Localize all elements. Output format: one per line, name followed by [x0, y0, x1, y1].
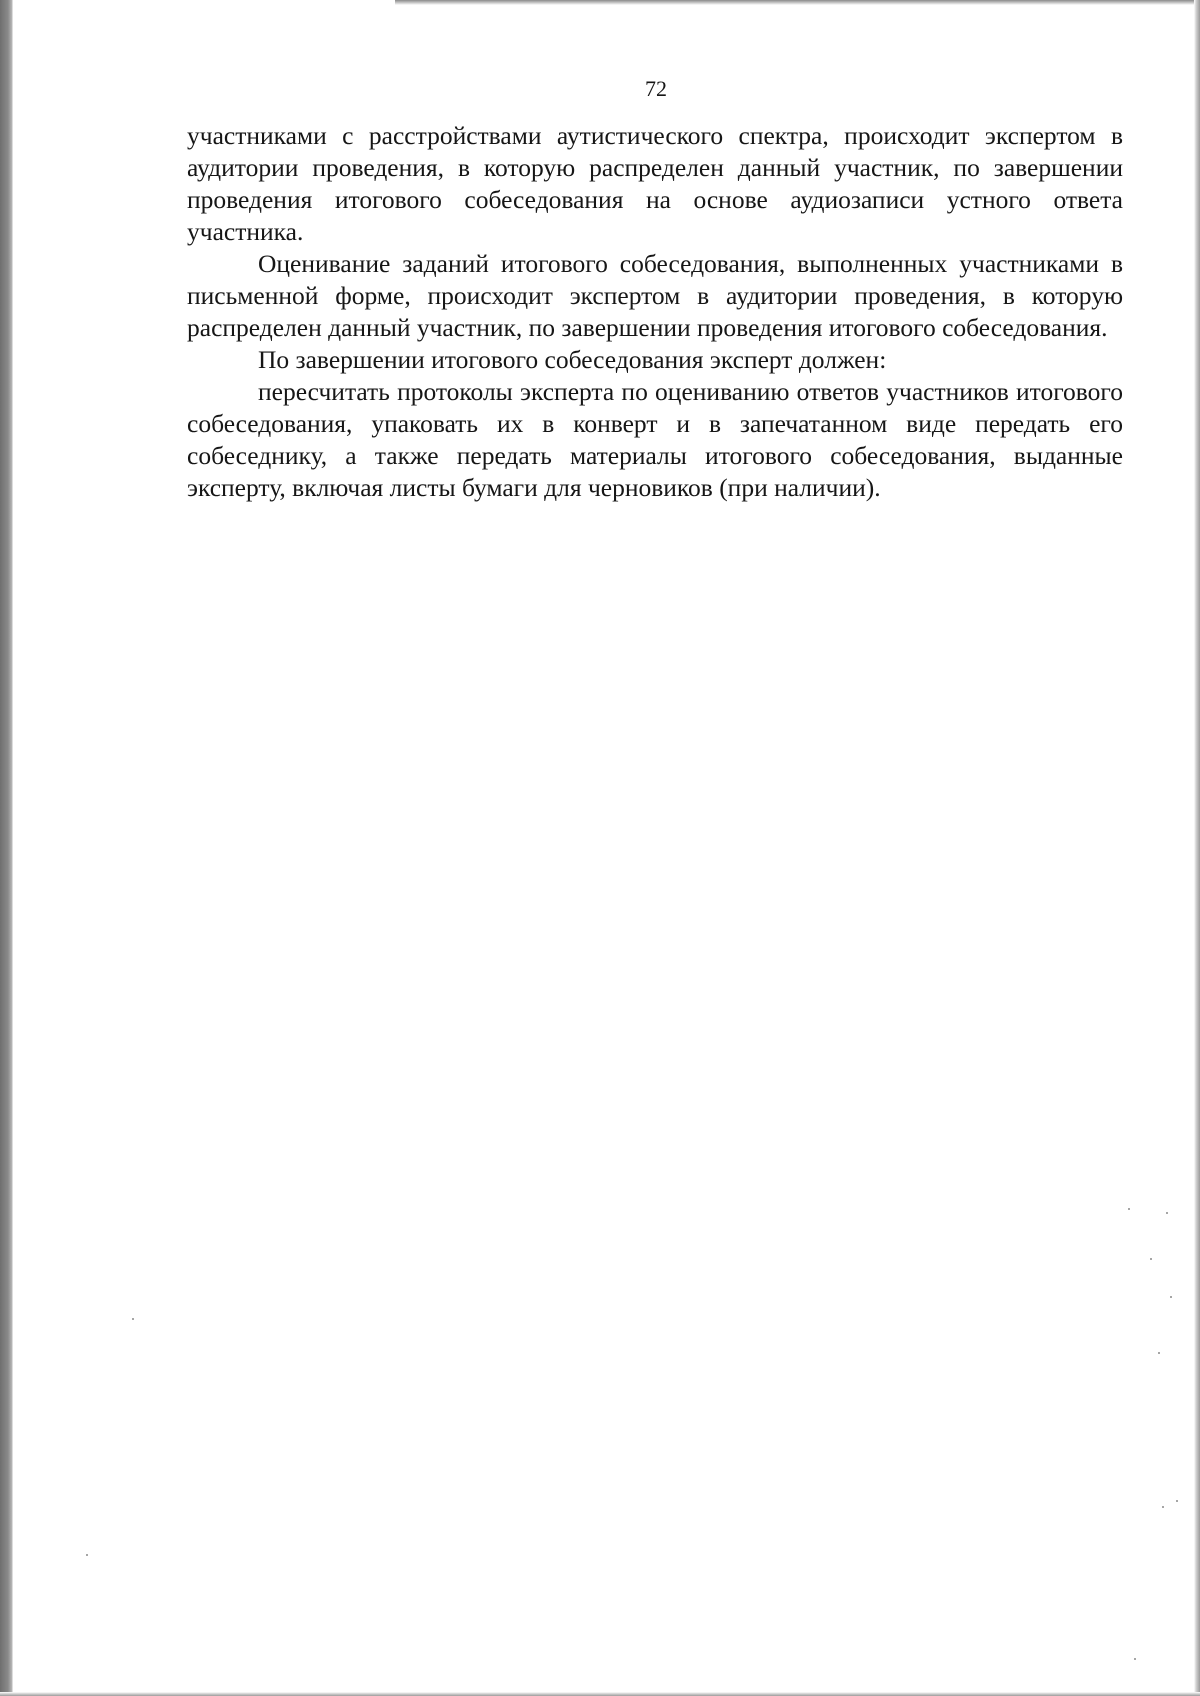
scan-edge-top	[395, 0, 1200, 5]
scan-speck	[1134, 1658, 1136, 1660]
scan-speck	[1166, 1212, 1168, 1214]
document-body	[187, 120, 1123, 504]
scan-edge-bottom	[0, 1692, 1200, 1696]
paragraph-written-tasks: Оценивание заданий итогового собеседования, выполненных участниками в письменной форме, происходит экспертом в аудитории проведения, в которую распределен данный участник, по завершении проведения итогового собеседования.	[187, 249, 1123, 342]
paragraph-after-interview-heading: По завершении итогового собеседования эксперт должен:	[258, 345, 887, 374]
scan-speck	[1162, 1506, 1164, 1508]
scan-speck	[1176, 1500, 1178, 1502]
scan-speck	[1150, 1258, 1152, 1260]
page-number: 72	[645, 76, 667, 101]
paragraph-expert-duties: пересчитать протоколы эксперта по оцениванию ответов участников итогового собеседования, упаковать их в конверт и в запечатанном виде передать его собеседнику, а также передать материалы итогового собеседования, выданные эксперту, включая листы бумаги для черновиков (при наличии).	[187, 377, 1123, 502]
scan-edge-right	[1194, 0, 1200, 1696]
scan-edge-left	[0, 0, 13, 1696]
scan-speck	[1170, 1296, 1172, 1298]
scan-speck	[1158, 1352, 1160, 1354]
scan-speck	[86, 1554, 88, 1556]
scan-speck	[132, 1318, 134, 1320]
paragraph-continuation: участниками с расстройствами аутистического спектра, происходит экспертом в аудитории проведения, в которую распределен данный участник, по завершении проведения итогового собеседования на основе аудиозаписи устного ответа участника.	[187, 121, 1123, 246]
scan-speck	[1128, 1208, 1130, 1210]
